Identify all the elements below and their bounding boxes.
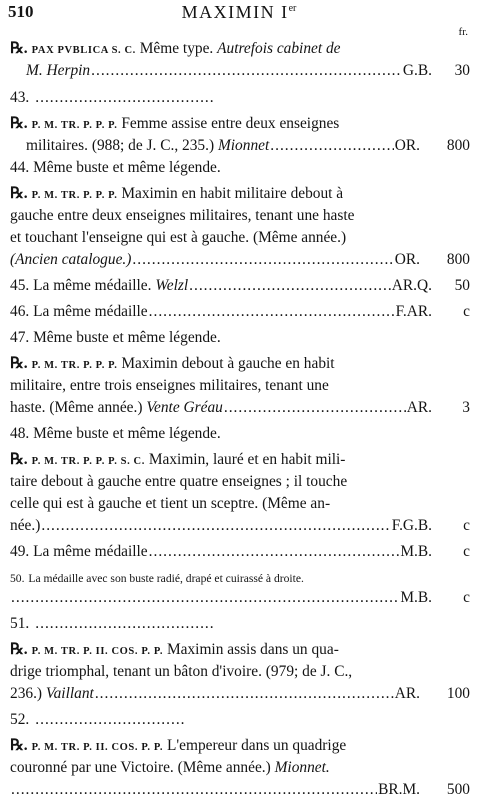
description-text: 236.) xyxy=(10,685,43,702)
description-text: La même médaille. xyxy=(33,277,152,294)
entry-51-reverse-line-3 xyxy=(10,683,470,705)
entry-51-head xyxy=(10,613,470,635)
entry-48-reverse-line-4 xyxy=(10,515,470,537)
metal-code: OR. xyxy=(394,251,420,268)
entry-heading: Même buste et même légende. xyxy=(33,425,221,442)
entry-number: 43. xyxy=(10,89,30,106)
price: 800 xyxy=(446,251,470,268)
description-text: Même type. xyxy=(139,40,214,57)
entry-52-reverse-line-3 xyxy=(10,779,470,801)
description-text: La même médaille xyxy=(33,543,148,560)
entry-number: 44. xyxy=(10,159,30,176)
entry-50-line-2 xyxy=(10,587,470,609)
entry-number: 50. xyxy=(10,572,25,585)
reverse-symbol: ℞. xyxy=(10,641,28,658)
price: 100 xyxy=(446,685,470,702)
entry-44-reverse-line-1 xyxy=(10,183,470,205)
reverse-legend: P. M. TR. P. II. COS. P. P. xyxy=(31,742,164,753)
entry-52-head xyxy=(10,709,470,731)
provenance-text: Vente Gréau xyxy=(146,399,223,416)
metal-code: F.G.B. xyxy=(391,517,432,534)
metal-code: G.B. xyxy=(402,62,432,79)
leader-dots xyxy=(91,60,402,82)
leader-dots xyxy=(224,397,406,419)
page-header xyxy=(0,2,478,24)
leader-dots xyxy=(35,709,185,731)
leader-dots xyxy=(11,587,399,609)
description-text: Maximin, lauré et en habit mili- xyxy=(148,451,346,468)
price: c xyxy=(463,517,470,534)
metal-code: AR. xyxy=(394,685,420,702)
entry-number: 52. xyxy=(10,711,30,728)
entry-47-head xyxy=(10,327,470,349)
description-text: haste. (Même année.) xyxy=(10,399,143,416)
entry-52-reverse-line-2 xyxy=(10,757,470,779)
price-unit-label: fr. xyxy=(458,26,468,38)
price: 3 xyxy=(462,399,470,416)
entry-number: 47. xyxy=(10,329,30,346)
entry-48-reverse-line-2: taire debout à gauche entre quatre enseignes ; il touche xyxy=(10,473,348,490)
entry-number: 46. xyxy=(10,303,30,320)
leader-dots xyxy=(270,135,394,157)
description-text: couronné par une Victoire. (Même année.) xyxy=(10,759,271,776)
price: c xyxy=(463,589,470,606)
reverse-legend: P. M. TR. P. P. P. xyxy=(31,360,118,371)
metal-code: AR. xyxy=(406,399,432,416)
description-text: Maximin assis dans un qua- xyxy=(166,641,339,658)
entry-44-reverse-line-2: gauche entre deux enseignes militaires, tenant une haste xyxy=(10,207,355,224)
entry-47-reverse-line-2: militaire, entre trois enseignes militaires, tenant une xyxy=(10,377,329,394)
entry-47-reverse-line-1 xyxy=(10,353,470,375)
description-text: Femme assise entre deux enseignes xyxy=(121,115,340,132)
entry-51-reverse-line-1 xyxy=(10,639,470,661)
leader-dots xyxy=(189,275,391,297)
page-title xyxy=(0,2,478,23)
description-text: La même médaille xyxy=(33,303,148,320)
leader-dots xyxy=(132,249,393,271)
entry-48-head xyxy=(10,423,470,445)
reverse-legend: P. M. TR. P. P. P. S. C. xyxy=(31,456,145,467)
entry-51-reverse-line-2: drige triomphal, tenant un bâton d'ivoire. (979; de J. C., xyxy=(10,663,353,680)
leader-dots xyxy=(35,613,215,635)
entry-number: 45. xyxy=(10,277,30,294)
reverse-symbol: ℞. xyxy=(10,737,28,754)
description-text: née.) xyxy=(10,517,41,534)
entry-52-reverse-line-1 xyxy=(10,735,470,757)
entry-heading: Même buste et même légende. xyxy=(33,159,221,176)
entry-number: 48. xyxy=(10,425,30,442)
metal-code: BR.M. xyxy=(378,781,420,798)
provenance-text: Autrefois cabinet de xyxy=(217,40,341,57)
entry-50-line-1 xyxy=(10,567,470,589)
provenance-text: M. Herpin xyxy=(26,62,91,79)
metal-code: M.B. xyxy=(400,589,432,606)
provenance-text: (Ancien catalogue.) xyxy=(10,251,132,268)
price: c xyxy=(463,303,470,320)
price: 30 xyxy=(454,62,470,79)
entry-48-reverse-line-3: celle qui est à gauche et tient un sceptre. (Même an- xyxy=(10,495,331,512)
page-number: 510 xyxy=(8,2,34,21)
entry-45 xyxy=(10,275,470,297)
metal-code: OR. xyxy=(394,137,420,154)
entry-47-reverse-line-3 xyxy=(10,397,470,419)
leader-dots xyxy=(95,683,394,705)
provenance-text: Vaillant xyxy=(45,685,94,702)
description-text: L'empereur dans un quadrige xyxy=(166,737,347,754)
entry-number: 51. xyxy=(10,615,30,632)
description-text: La médaille avec son buste radié, drapé et cuirassé à droite. xyxy=(28,572,304,585)
page-title-superscript: er xyxy=(288,3,297,14)
price: c xyxy=(463,543,470,560)
entry-44-reverse-line-3: et touchant l'enseigne qui est à gauche. (Même année.) xyxy=(10,229,347,246)
entry-42-reverse-line-2 xyxy=(26,60,470,82)
price: 50 xyxy=(454,277,470,294)
leader-dots xyxy=(35,87,215,109)
metal-code: AR.Q. xyxy=(391,277,432,294)
leader-dots xyxy=(11,779,377,801)
leader-dots xyxy=(149,301,395,323)
reverse-legend: P. M. TR. P. II. COS. P. P. xyxy=(31,646,164,657)
provenance-text: Welzl xyxy=(155,277,189,294)
reverse-legend: P. M. TR. P. P. P. xyxy=(31,120,118,131)
metal-code: M.B. xyxy=(400,543,432,560)
description-text: Maximin debout à gauche en habit xyxy=(121,355,335,372)
reverse-symbol: ℞. xyxy=(10,115,28,132)
provenance-text: Mionnet xyxy=(217,137,270,154)
reverse-legend: P. M. TR. P. P. P. xyxy=(31,190,118,201)
price: 800 xyxy=(446,137,470,154)
entry-49 xyxy=(10,541,470,563)
metal-code: F.AR. xyxy=(395,303,432,320)
leader-dots xyxy=(149,541,400,563)
provenance-text: Mionnet. xyxy=(274,759,330,776)
entry-44-head xyxy=(10,157,470,179)
entry-43-head xyxy=(10,87,470,109)
entry-43-reverse-line-1 xyxy=(10,113,470,135)
reverse-symbol: ℞. xyxy=(10,355,28,372)
entry-42-reverse-line-1 xyxy=(10,38,470,60)
reverse-symbol: ℞. xyxy=(10,40,28,57)
page-title-text: MAXIMIN I xyxy=(181,2,289,22)
leader-dots xyxy=(41,515,390,537)
reverse-legend: PAX PVBLICA S. C. xyxy=(31,45,136,56)
entry-43-reverse-line-2 xyxy=(26,135,470,157)
reverse-symbol: ℞. xyxy=(10,185,28,202)
entry-48-reverse-line-1 xyxy=(10,449,470,471)
entry-46 xyxy=(10,301,470,323)
description-text: Maximin en habit militaire debout à xyxy=(121,185,344,202)
reverse-symbol: ℞. xyxy=(10,451,28,468)
entry-44-reverse-line-4 xyxy=(10,249,470,271)
entry-number: 49. xyxy=(10,543,30,560)
description-text: militaires. (988; de J. C., 235.) xyxy=(26,137,215,154)
entry-heading: Même buste et même légende. xyxy=(33,329,221,346)
price: 500 xyxy=(446,781,470,798)
